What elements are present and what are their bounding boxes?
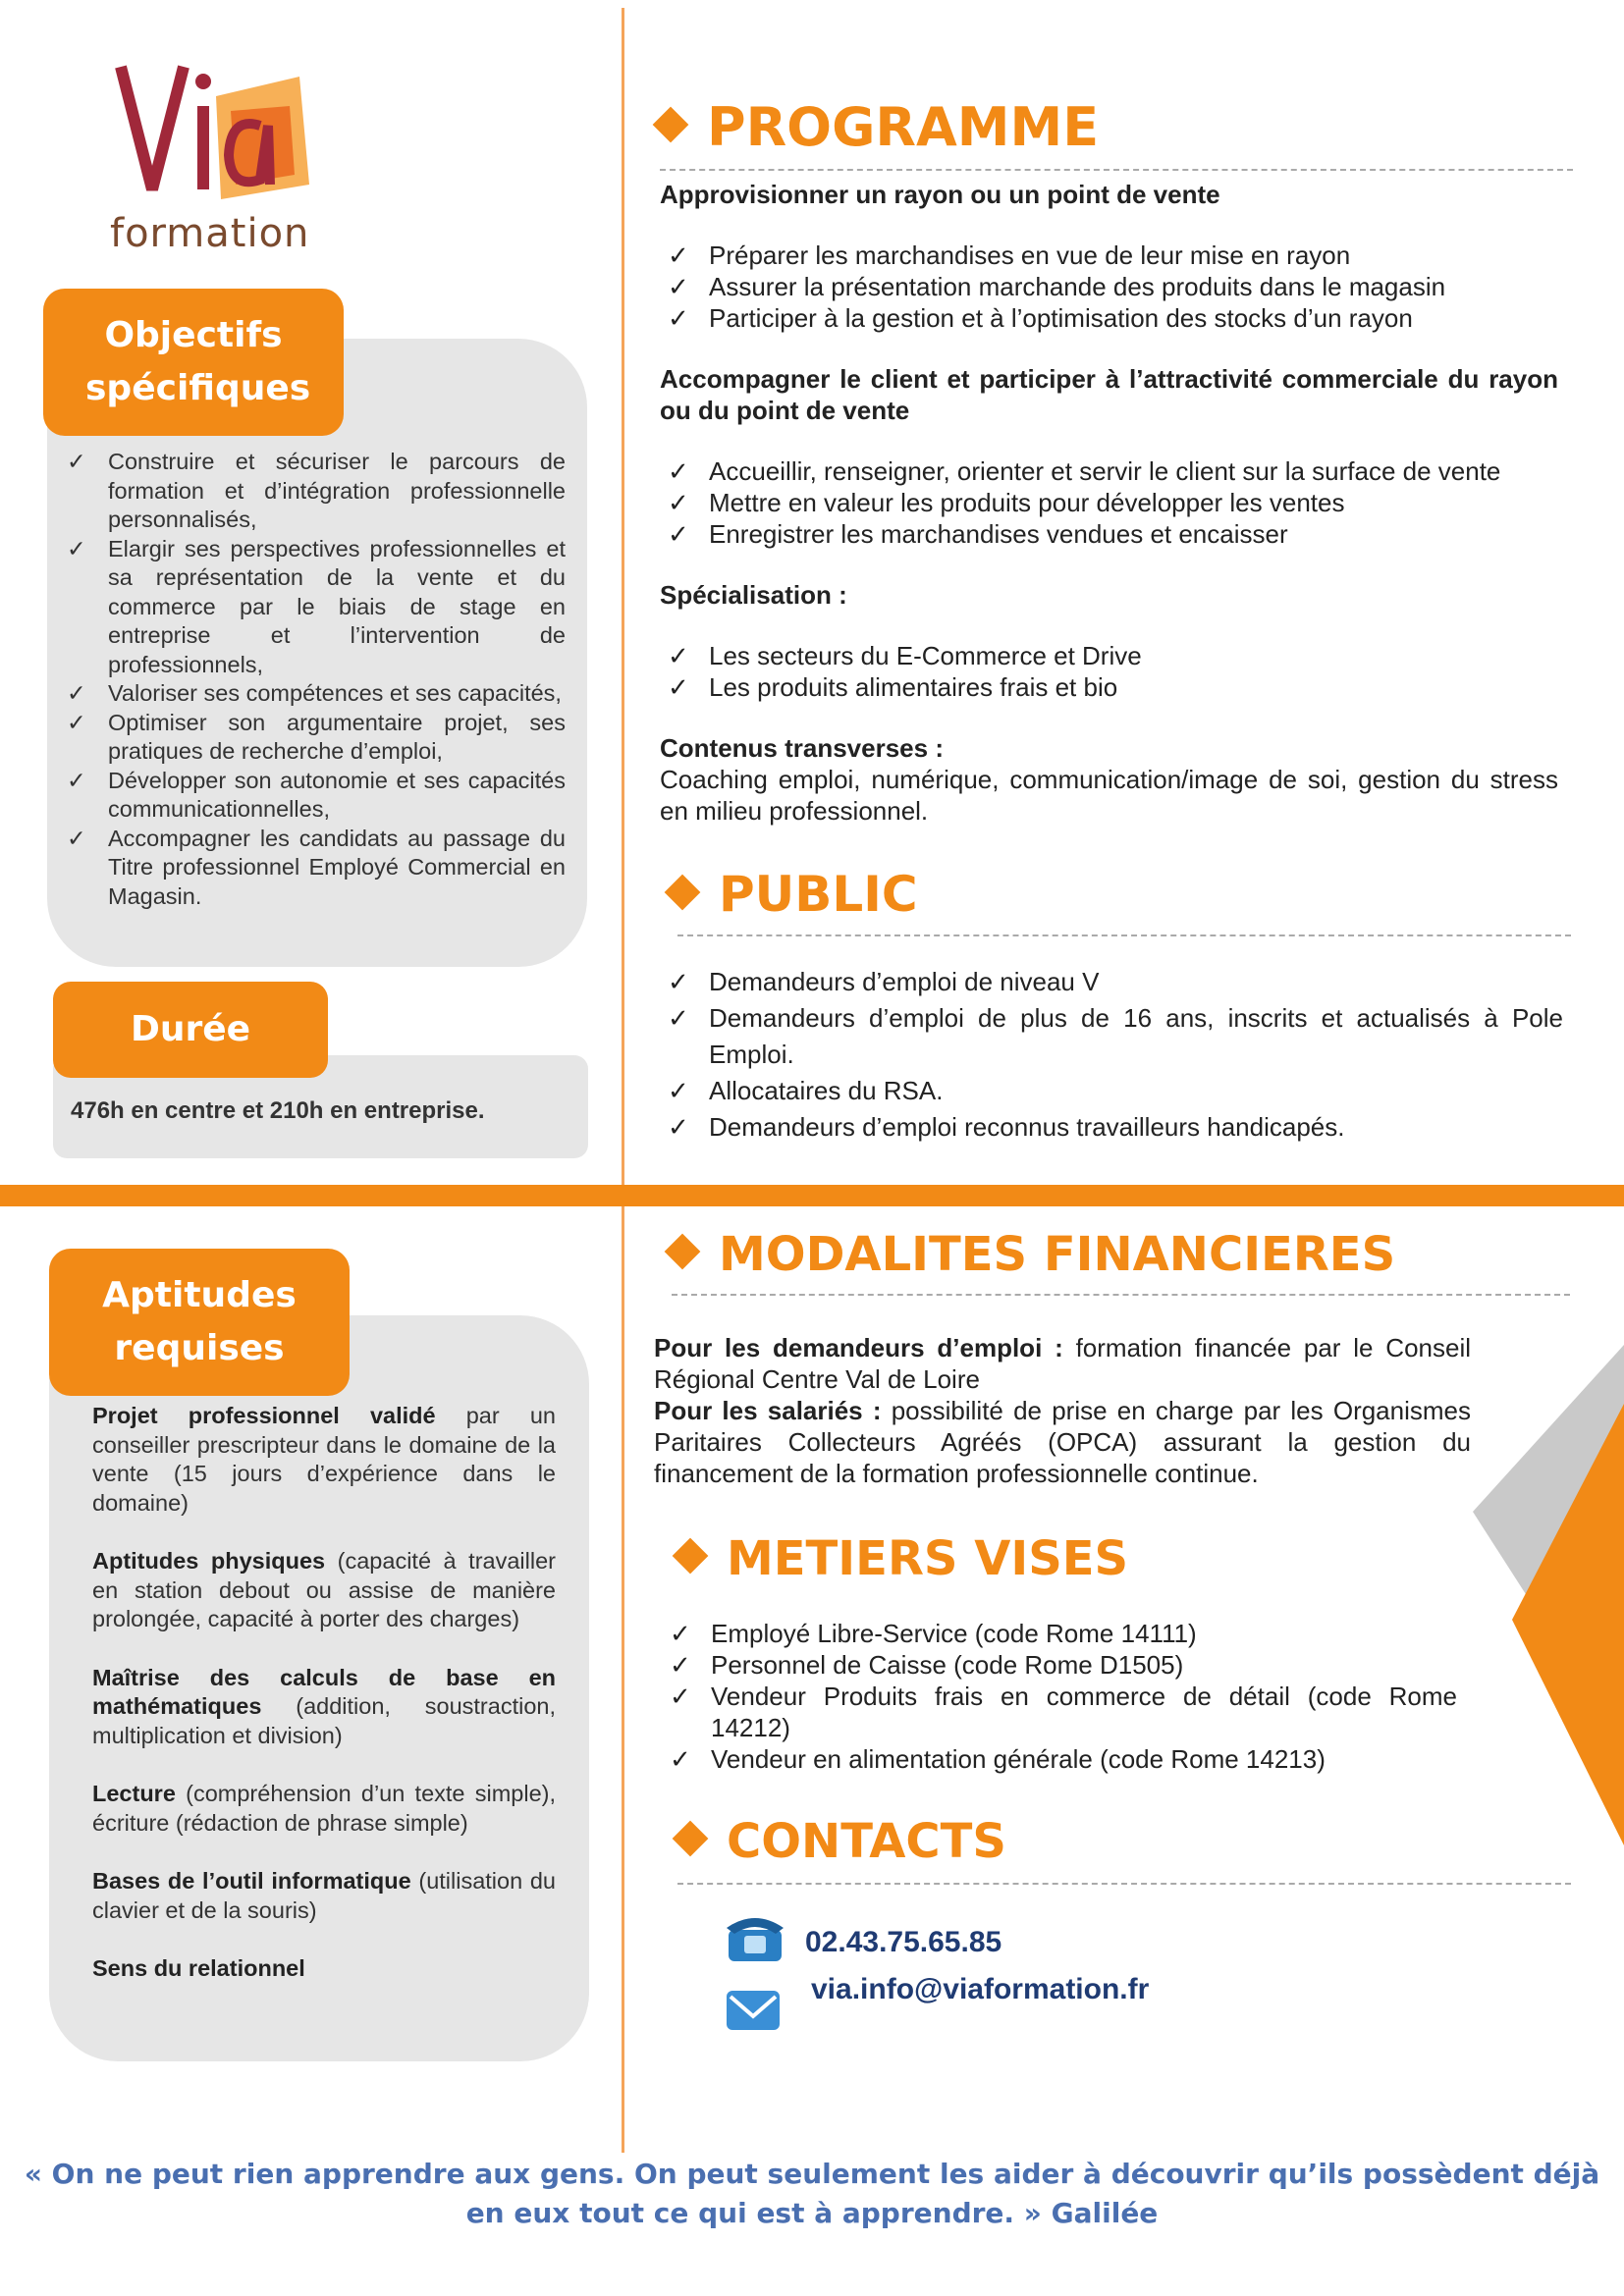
metiers-list xyxy=(662,1618,1457,1775)
check-icon: ✓ xyxy=(67,680,86,706)
programme-subtitle-3: Spécialisation : xyxy=(660,580,847,610)
check-icon: ✓ xyxy=(668,1003,689,1033)
programme-list-1 xyxy=(660,240,1558,334)
programme-list-3 xyxy=(660,640,1558,703)
list-item: ✓ Personnel de Caisse (code Rome D1505) xyxy=(670,1650,1184,1680)
list-item: Sens du relationnel xyxy=(92,1955,305,1981)
list-item: Aptitudes physiques (capacité à travailler en station debout ou assise de manière prolongée, capacité à porter des charges) xyxy=(92,1548,556,1631)
contacts-heading: CONTACTS xyxy=(677,1814,1006,1869)
check-icon: ✓ xyxy=(668,641,689,670)
diamond-icon xyxy=(673,1538,709,1575)
list-item: ✓ Optimiser son argumentaire projet, ses pratiques de recherche d’emploi, xyxy=(67,709,566,764)
modalites-demandeurs: Pour les demandeurs d’emploi : formation financée par le Conseil Régional Centre Val de Loire xyxy=(654,1333,1472,1394)
check-icon: ✓ xyxy=(668,1112,689,1142)
list-item: Lecture (compréhension d’un texte simple), écriture (rédaction de phrase simple) xyxy=(92,1781,556,1836)
quote-line-1: « On ne peut rien apprendre aux gens. On peut seulement les aider à découvrir qu’ils possèdent déjà xyxy=(24,2158,1600,2190)
metiers-heading: METIERS VISES xyxy=(677,1531,1128,1586)
check-icon: ✓ xyxy=(670,1682,691,1711)
check-icon: ✓ xyxy=(668,240,689,270)
public-heading: PUBLIC xyxy=(670,866,918,923)
programme-heading: PROGRAMME xyxy=(658,96,1099,158)
check-icon: ✓ xyxy=(670,1619,691,1648)
list-item: ✓ Préparer les marchandises en vue de leur mise en rayon xyxy=(668,240,1351,270)
diamond-icon xyxy=(673,1821,709,1857)
phone-number[interactable]: 02.43.75.65.85 xyxy=(805,1926,1002,1958)
programme-subtitle-2: Accompagner le client et participer à l’attractivité commerciale du rayon ou du point de vente xyxy=(660,364,1558,425)
list-item: Maîtrise des calculs de base en mathématiques (addition, soustraction, multiplication et division) xyxy=(92,1664,556,1748)
programme-subtitle-4: Contenus transverses : xyxy=(660,733,944,763)
diamond-icon xyxy=(665,874,701,910)
check-icon: ✓ xyxy=(668,488,689,517)
programme-subtitle-1: Approvisionner un rayon ou un point de vente xyxy=(660,180,1220,209)
list-item: ✓ Demandeurs d’emploi de niveau V xyxy=(660,964,1563,1000)
check-icon: ✓ xyxy=(67,767,86,793)
check-icon: ✓ xyxy=(668,272,689,301)
quote-line-2: en eux tout ce qui est à apprendre. » Galilée xyxy=(465,2197,1159,2229)
decorative-triangles xyxy=(1473,1345,1624,1845)
logo-subtitle: formation xyxy=(110,211,310,256)
list-item: ✓ Elargir ses perspectives professionnelles et sa représentation de la vente et du commerce par le biais de stage en entreprise et l’intervention de professionnels, xyxy=(67,535,566,677)
check-icon: ✓ xyxy=(67,449,86,474)
objectifs-title: Objectifs spécifiques xyxy=(85,315,311,408)
dashed-rule xyxy=(677,934,1571,936)
list-item: ✓ Assurer la présentation marchande des produits dans le magasin xyxy=(668,272,1446,301)
list-item: ✓ Enregistrer les marchandises vendues et encaisser xyxy=(668,519,1288,549)
list-item: ✓ Allocataires du RSA. xyxy=(660,1073,1563,1109)
duree-text: 476h en centre et 210h en entreprise. xyxy=(71,1097,485,1124)
list-item: ✓ Vendeur Produits frais en commerce de détail (code Rome 14212) xyxy=(670,1682,1457,1742)
check-icon: ✓ xyxy=(668,672,689,702)
programme-list-2 xyxy=(660,455,1558,550)
list-item: ✓ Mettre en valeur les produits pour développer les ventes xyxy=(668,488,1345,517)
quote xyxy=(0,2155,1624,2233)
check-icon: ✓ xyxy=(670,1650,691,1680)
modalites-heading: MODALITES FINANCIERES xyxy=(670,1227,1395,1282)
dashed-rule xyxy=(672,1294,1570,1296)
list-item: ✓ Développer son autonomie et ses capacités communicationnelles, xyxy=(67,767,566,822)
list-item: Projet professionnel validé par un conseiller prescripteur dans le domaine de la vente (15 jours d’expérience dans le domaine) xyxy=(92,1403,556,1516)
modalites-body xyxy=(654,1332,1471,1489)
check-icon: ✓ xyxy=(668,967,689,996)
check-icon: ✓ xyxy=(670,1744,691,1774)
duree-title: Durée xyxy=(130,1009,251,1049)
list-item: ✓ Employé Libre-Service (code Rome 14111) xyxy=(670,1619,1197,1648)
dashed-rule xyxy=(660,169,1573,171)
check-icon: ✓ xyxy=(668,1076,689,1105)
list-item: ✓ Accompagner les candidats au passage du Titre professionnel Employé Commercial en Magasin. xyxy=(67,825,566,909)
dashed-rule xyxy=(677,1883,1571,1885)
horizontal-band xyxy=(0,1185,1624,1206)
public-list xyxy=(660,964,1563,1146)
check-icon: ✓ xyxy=(67,709,86,735)
objectifs-list xyxy=(59,448,566,911)
vertical-divider xyxy=(622,8,624,2153)
via-logo xyxy=(113,57,309,204)
mail-icon xyxy=(725,1985,782,2036)
check-icon: ✓ xyxy=(67,825,86,851)
objectifs-tab xyxy=(43,289,344,436)
list-item: ✓ Vendeur en alimentation générale (code Rome 14213) xyxy=(670,1744,1326,1774)
check-icon: ✓ xyxy=(67,535,86,561)
list-item: ✓ Les produits alimentaires frais et bio xyxy=(668,672,1118,702)
email-link[interactable]: via.info@viaformation.fr xyxy=(811,1973,1150,2005)
list-item: ✓ Construire et sécuriser le parcours de formation et d’intégration professionnelle personnalisés, xyxy=(67,449,566,532)
aptitudes-list xyxy=(92,1402,556,2013)
aptitudes-tab xyxy=(49,1249,350,1396)
aptitudes-title: Aptitudes requises xyxy=(102,1275,297,1368)
list-item: ✓ Demandeurs d’emploi reconnus travailleurs handicapés. xyxy=(660,1109,1563,1146)
list-item: ✓ Participer à la gestion et à l’optimisation des stocks d’un rayon xyxy=(668,303,1413,333)
check-icon: ✓ xyxy=(668,456,689,486)
duree-tab xyxy=(53,982,328,1078)
check-icon: ✓ xyxy=(668,519,689,549)
list-item: ✓ Accueillir, renseigner, orienter et servir le client sur la surface de vente xyxy=(668,456,1501,486)
diamond-icon xyxy=(665,1234,701,1270)
diamond-icon xyxy=(653,107,689,143)
phone-icon xyxy=(725,1912,785,1963)
list-item: ✓ Les secteurs du E-Commerce et Drive xyxy=(668,641,1142,670)
programme-transverse-text: Coaching emploi, numérique, communication/image de soi, gestion du stress en milieu professionnel. xyxy=(660,765,1558,826)
list-item: ✓ Valoriser ses compétences et ses capacités, xyxy=(59,679,566,709)
list-item: Bases de l’outil informatique (utilisation du clavier et de la souris) xyxy=(92,1868,556,1923)
check-icon: ✓ xyxy=(668,303,689,333)
programme-body xyxy=(660,179,1558,827)
list-item: ✓ Demandeurs d’emploi de plus de 16 ans, inscrits et actualisés à Pole Emploi. xyxy=(660,1000,1563,1073)
modalites-salaries: Pour les salariés : possibilité de prise en charge par les Organismes Paritaires Collecteurs Agréés (OPCA) assurant la gestion du financement de la formation professionnelle continue. xyxy=(654,1396,1472,1488)
